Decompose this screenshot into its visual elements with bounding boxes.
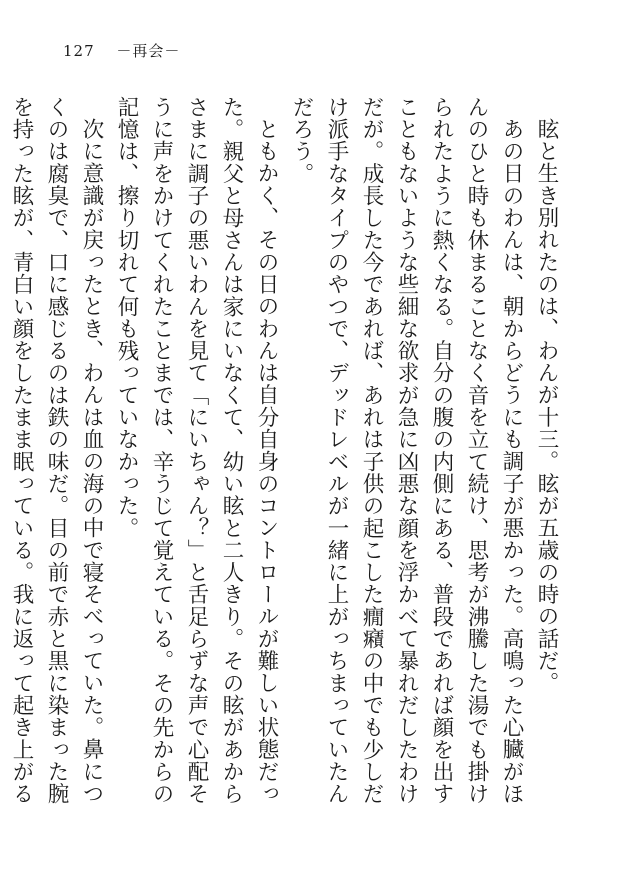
paragraph-3: ともかく、その日のわんは自分自身のコントロールが難しい状態だった。親父と母さんは家にいなくて、幼い眩と二人きり。その眩があからさまに調子の悪いわんを見て「にいちゃん？」と舌足らずな声で心配そうに声をかけてくれたことまでは、辛うじて覚えている。その先からの記憶は、擦り切れて何も残っていなかった。 bbox=[114, 96, 279, 805]
running-header bbox=[63, 40, 180, 61]
paragraph-2: あの日のわんは、朝からどうにも調子が悪かった。高鳴った心臓がほんのひと時も休まることなく音を立て続け、思考が沸騰した湯でも掛けられたように熱くなる。自分の腹の内側にある、普段であれば顔を出すこともないような些細な欲求が急に凶悪な顔を浮かべて暴れだしたわけだが。成長した今であれば、あれは子供の起こした癇癪の中でも少しだけ派手なタイプのやつで、デッドレベルが一緒に上がっちまっていたんだろう。 bbox=[289, 96, 524, 805]
page-number: 127 bbox=[63, 42, 95, 60]
paragraph-1: 眩と生き別れたのは、わんが十三。眩が五歳の時の話だ。 bbox=[534, 117, 559, 694]
chapter-title: －再会－ bbox=[116, 42, 181, 60]
paragraph-4: 次に意識が戻ったとき、わんは血の海の中で寝そべっていた。鼻につくのは腐臭で、口に感じるのは鉄の味だ。目の前で赤と黒に染まった腕を持った眩が、青白い顔をしたまま眠っている。我に返って起き上がる bbox=[9, 96, 104, 805]
vertical-body-text bbox=[9, 96, 564, 811]
